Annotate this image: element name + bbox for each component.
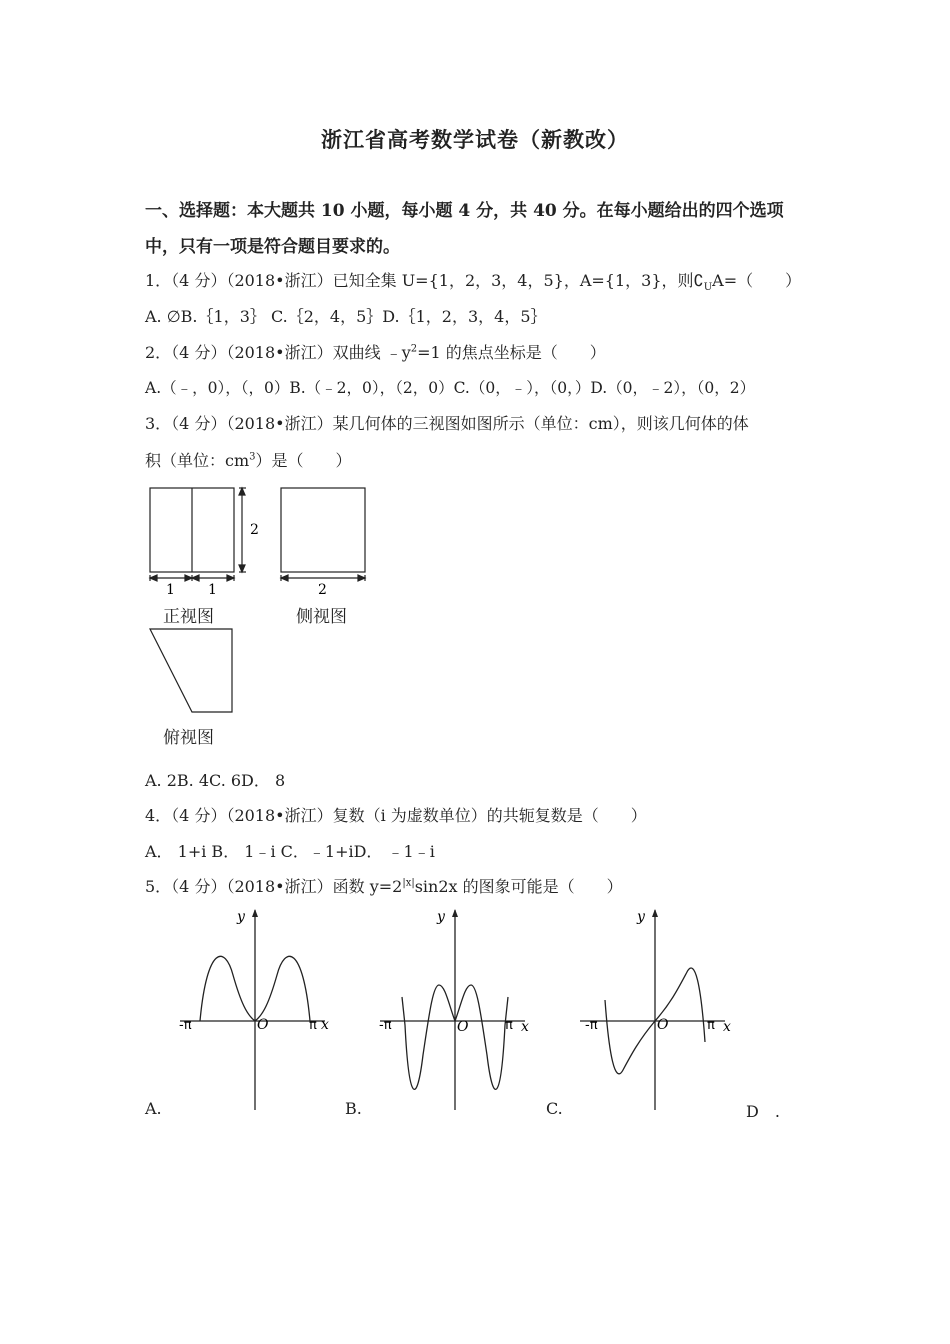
graph-b-y-label: y — [437, 909, 445, 925]
page-title: 浙江省高考数学试卷（新教改） — [321, 127, 629, 152]
side-view-label: 侧视图 — [296, 607, 347, 627]
graph-a — [175, 905, 345, 1115]
graph-a-x-label: x — [321, 1017, 329, 1033]
section-heading: 一、选择题：本大题共 10 小题，每小题 4 分，共 40 分。在每小题给出的四个选项 — [145, 201, 784, 221]
q2-stem-sup: 2 — [410, 343, 418, 355]
side-view — [281, 488, 365, 581]
q3-stem-text: 积（单位：cm — [145, 451, 250, 470]
graph-a-neg-pi: -π — [179, 1018, 192, 1033]
q5-stem-tail: sin2x 的图象可能是（ ） — [414, 877, 623, 896]
q4-stem: 4．（4 分）（2018•浙江）复数（i 为虚数单位）的共轭复数是（ ） — [145, 806, 647, 825]
graph-c-origin: O — [657, 1017, 669, 1033]
q5-option-b: B. — [345, 1099, 362, 1118]
graph-c-y-label: y — [637, 909, 645, 925]
q1-stem — [145, 268, 801, 293]
q3-stem-sup: 3 — [249, 451, 256, 463]
q5-stem-sup: |x| — [402, 877, 415, 889]
q2-stem-tail: =1 的焦点坐标是（ ） — [417, 343, 606, 362]
graph-c-x-label: x — [723, 1019, 731, 1035]
top-view-label: 俯视图 — [163, 728, 214, 748]
q1-stem-text: 1．（4 分）（2018•浙江）已知全集 U={1，2，3，4，5}，A={1，3}，则∁ — [145, 271, 704, 290]
q5-option-d: D . — [746, 1102, 780, 1121]
q3-options: A. 2B. 4C. 6D． 8 — [145, 771, 286, 790]
graph-c-neg-pi: -π — [585, 1018, 598, 1033]
graph-a-pi: π — [309, 1018, 317, 1033]
graph-b — [375, 905, 545, 1115]
graph-b-neg-pi: -π — [379, 1018, 392, 1033]
q3-stem: 3．（4 分）（2018•浙江）某几何体的三视图如图所示（单位：cm），则该几何体的体 — [145, 414, 749, 433]
dim-width-left: 1 — [166, 582, 175, 598]
q1-stem-tail: A=（ ） — [712, 271, 802, 290]
graph-b-x-label: x — [521, 1019, 529, 1035]
q2-stem — [145, 340, 606, 363]
q1-options: A. ∅B.｛1，3｝ C.｛2，4，5｝D.｛1，2，3，4，5｝ — [145, 307, 547, 326]
q2-stem-text: 2．（4 分）（2018•浙江）双曲线 ﹣y — [145, 343, 411, 362]
graph-b-origin: O — [457, 1019, 469, 1035]
section-heading-cont: 中，只有一项是符合题目要求的。 — [145, 237, 400, 257]
q3-stem-cont — [145, 448, 352, 471]
q2-options: A.（﹣，0），（，0）B.（﹣2，0），（2，0）C.（0，﹣），（0，）D.（0，﹣2），（0，2） — [145, 379, 756, 397]
q5-stem-text: 5．（4 分）（2018•浙江）函数 y=2 — [145, 877, 403, 896]
graph-a-y-label: y — [237, 909, 245, 925]
q5-option-c: C. — [546, 1099, 563, 1118]
graph-c — [575, 905, 745, 1115]
top-view — [150, 629, 232, 712]
q1-stem-sub: U — [703, 282, 713, 294]
front-view — [150, 488, 246, 581]
graph-c-pi: π — [707, 1018, 715, 1033]
q3-stem-tail: ）是（ ） — [255, 451, 352, 470]
dim-side-width: 2 — [318, 582, 327, 598]
graph-b-pi: π — [505, 1018, 513, 1033]
dim-width-right: 1 — [208, 582, 217, 598]
q5-option-a: A. — [145, 1099, 162, 1118]
front-view-label: 正视图 — [163, 607, 214, 627]
graph-a-origin: O — [257, 1017, 269, 1033]
q5-stem — [145, 874, 623, 897]
q4-options: A． 1+i B． 1﹣i C．﹣1+iD． ﹣1﹣i — [145, 842, 435, 861]
dim-height: 2 — [250, 522, 259, 538]
